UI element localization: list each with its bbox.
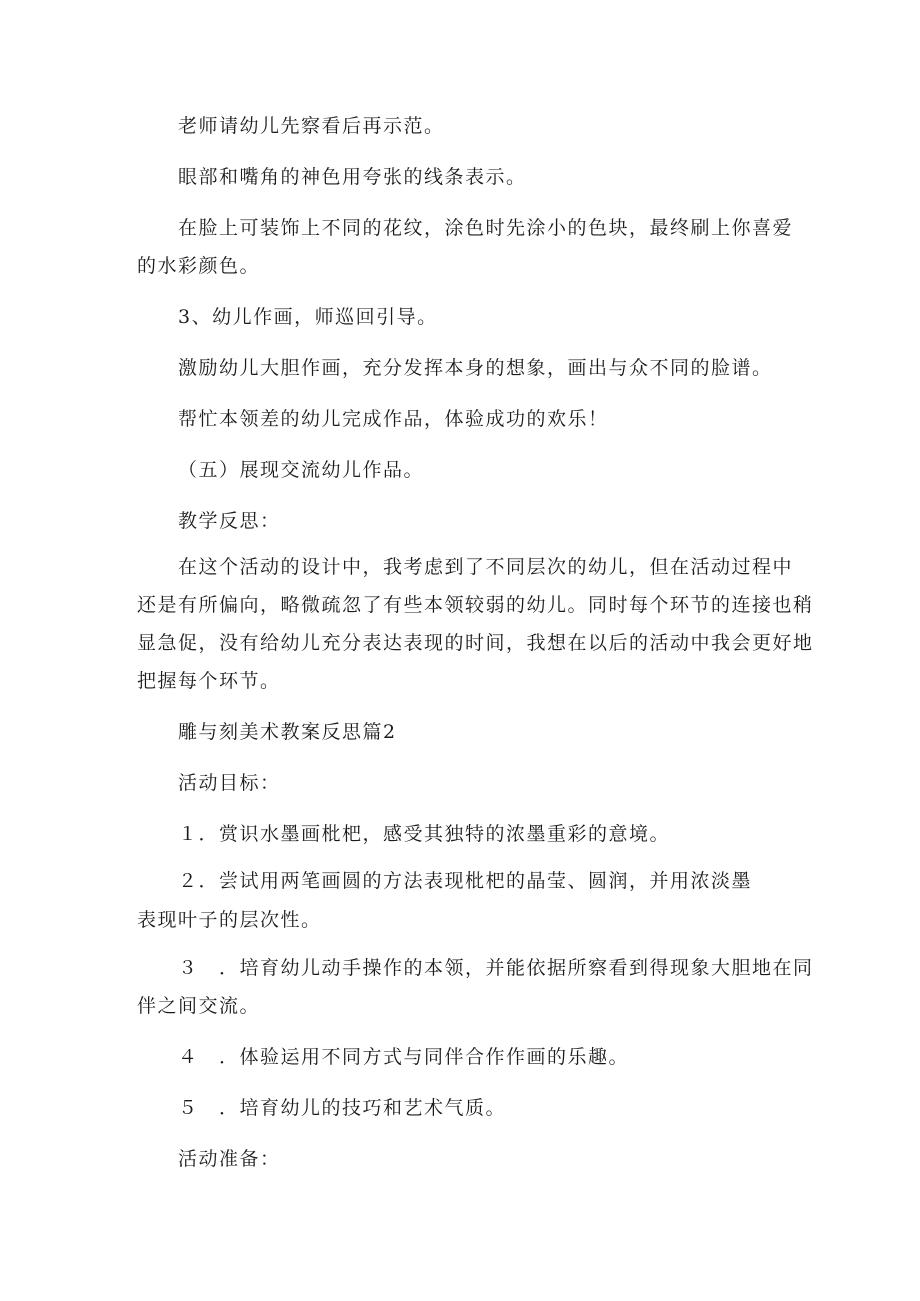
section-title: 雕与刻美术教案反思篇2	[178, 721, 397, 743]
list-item-continuation: 表现叶子的层次性。	[137, 909, 322, 931]
paragraph-line: 把握每个环节。	[137, 670, 281, 692]
paragraph-line: 显急促，没有给幼儿充分表达表现的时间，我想在以后的活动中我会更好地	[137, 632, 814, 654]
list-item: ２．尝试用两笔画圆的方法表现枇杷的晶莹、圆润，并用浓淡墨	[178, 870, 753, 892]
section-heading: 活动目标：	[178, 772, 281, 794]
paragraph-line: 激励幼儿大胆作画，充分发挥本身的想象，画出与众不同的脸谱。	[178, 357, 773, 379]
list-item: ３ ．培育幼儿动手操作的本领，并能依据所察看到得现象大胆地在同	[178, 957, 814, 979]
paragraph-line: 3、幼儿作画，师巡回引导。	[178, 306, 438, 328]
paragraph-line: 在脸上可装饰上不同的花纹，涂色时先涂小的色块，最终刷上你喜爱	[178, 217, 794, 239]
list-item-continuation: 伴之间交流。	[137, 995, 261, 1017]
list-item: ５ ．培育幼儿的技巧和艺术气质。	[178, 1097, 507, 1119]
section-heading: （五）展现交流幼儿作品。	[178, 459, 425, 481]
paragraph-line: 老师请幼儿先察看后再示范。	[178, 115, 445, 137]
section-heading: 教学反思：	[178, 510, 281, 532]
list-item: ４ ．体验运用不同方式与同伴合作作画的乐趣。	[178, 1046, 630, 1068]
paragraph-line: 帮忙本领差的幼儿完成作品，体验成功的欢乐！	[178, 408, 609, 430]
paragraph-line: 的水彩颜色。	[137, 255, 261, 277]
paragraph-line: 眼部和嘴角的神色用夸张的线条表示。	[178, 166, 527, 188]
paragraph-line: 在这个活动的设计中，我考虑到了不同层次的幼儿，但在活动过程中	[178, 556, 794, 578]
list-item: １．赏识水墨画枇杷，感受其独特的浓墨重彩的意境。	[178, 823, 671, 845]
paragraph-line: 还是有所偏向，略微疏忽了有些本领较弱的幼儿。同时每个环节的连接也稍	[137, 594, 814, 616]
section-heading: 活动准备：	[178, 1148, 281, 1170]
